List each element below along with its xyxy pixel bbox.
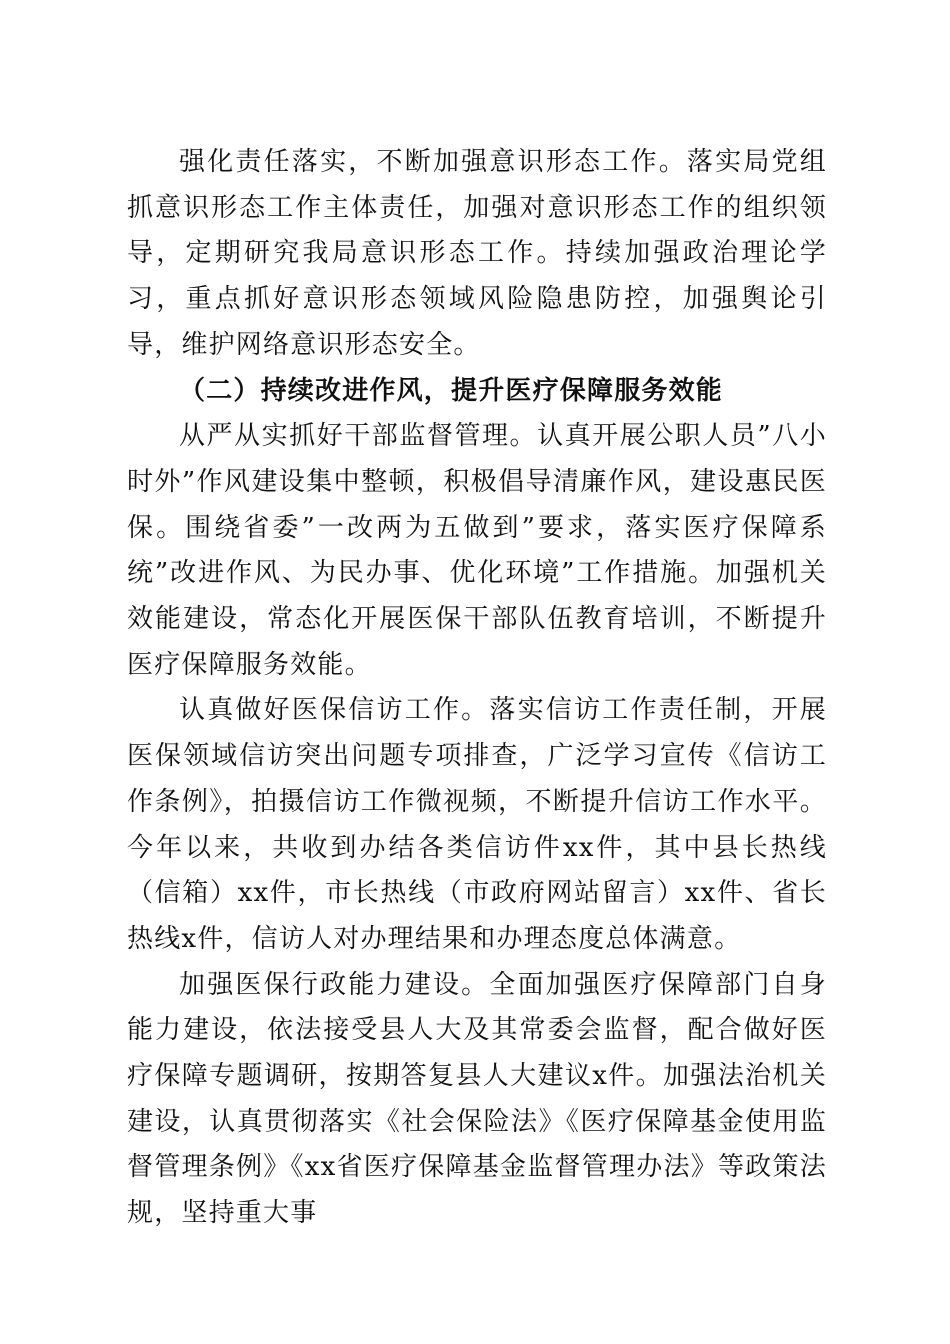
- section-heading-work-style: （二）持续改进作风，提升医疗保障服务效能: [179, 375, 724, 406]
- paragraph-ideology-work: 强化责任落实，不断加强意识形态工作。落实局党组抓意识形态工作主体责任，加强对意识形态工作的组织领导，定期研究我局意识形态工作。持续加强政治理论学习，重点抓好意识形态领域风险隐患防控，加强舆论引导，维护网络意识形态安全。: [127, 147, 827, 360]
- paragraph-administrative-capacity: 加强医保行政能力建设。全面加强医疗保障部门自身能力建设，依法接受县人大及其常委会监督，配合做好医疗保障专题调研，按期答复县人大建议x件。加强法治机关建设，认真贯彻落实《社会保险法》《医疗保障基金使用监督管理条例》《xx省医疗保障基金监督管理办法》等政策法规，坚持重大事: [127, 969, 827, 1229]
- document-body: [127, 140, 827, 1237]
- paragraph-petition-work: 认真做好医保信访工作。落实信访工作责任制，开展医保领域信访突出问题专项排查，广泛学习宣传《信访工作条例》，拍摄信访工作微视频，不断提升信访工作水平。今年以来，共收到办结各类信访件xx件，其中县长热线（信箱）xx件，市长热线（市政府网站留言）xx件、省长热线x件，信访人对办理结果和办理态度总体满意。: [127, 695, 827, 954]
- paragraph-cadre-supervision: 从严从实抓好干部监督管理。认真开展公职人员”八小时外”作风建设集中整顿，积极倡导清廉作风，建设惠民医保。围绕省委”一改两为五做到”要求，落实医疗保障系统”改进作风、为民办事、优化环境”工作措施。加强机关效能建设，常态化开展医保干部队伍教育培训，不断提升医疗保障服务效能。: [127, 421, 827, 680]
